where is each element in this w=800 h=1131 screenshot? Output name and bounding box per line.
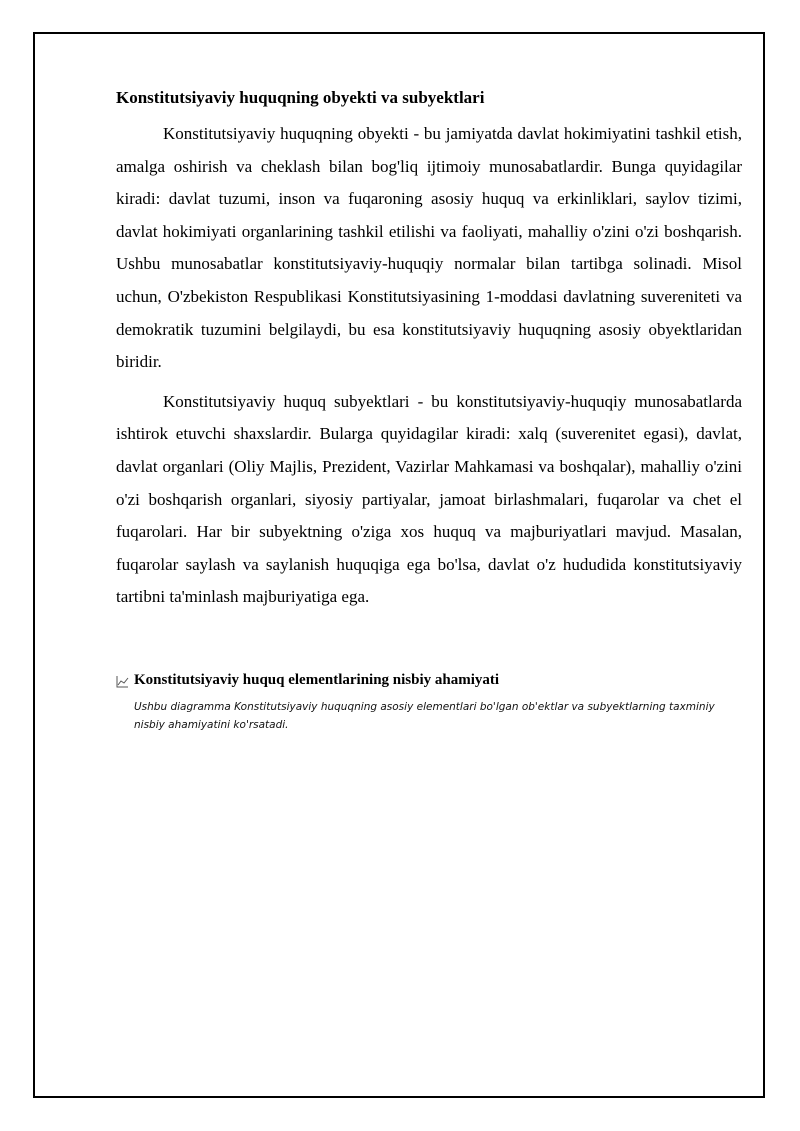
paragraph-objects: Konstitutsiyaviy huquqning obyekti - bu jamiyatda davlat hokimiyatini tashkil etish, amalga oshirish va cheklash bilan bog'liq ijtimoiy munosabatlardir. Bunga quyidagilar kiradi: davlat tuzumi, inson va fuqaroning asosiy huquq va erkinliklari, saylov tizimi, davlat hokimiyati organlarining tashkil etilishi va faoliyati, mahalliy o'zini o'zi boshqarish. Ushbu munosabatlar konstitutsiyaviy-huquqiy normalar bilan tartibga solinadi. Misol uchun, O'zbekiston Respublikasi Konstitutsiyasining 1-moddasi davlatning suvereniteti va demokratik tuzumini belgilaydi, bu esa konstitutsiyaviy huquqning asosiy obyektlaridan biridir.: [116, 124, 742, 372]
chart-line-icon: [116, 674, 129, 687]
section-heading: Konstitutsiyaviy huquqning obyekti va subyektlari: [116, 88, 485, 107]
chart-caption: Ushbu diagramma Konstitutsiyaviy huquqning asosiy elementlari bo'lgan ob'ektlar va subyektlarning taxminiy nisbiy ahamiyatini ko'rsatadi.: [134, 701, 715, 731]
chart-title-row: [116, 670, 746, 690]
document-body: [116, 86, 742, 621]
chart-section: [116, 670, 746, 734]
chart-title: Konstitutsiyaviy huquq elementlarining nisbiy ahamiyati: [134, 672, 500, 688]
paragraph-subjects: Konstitutsiyaviy huquq subyektlari - bu konstitutsiyaviy-huquqiy munosabatlarda ishtirok etuvchi shaxslardir. Bularga quyidagilar kiradi: xalq (suverenitet egasi), davlat, davlat organlari (Oliy Majlis, Prezident, Vazirlar Mahkamasi va boshqalar), mahalliy o'zini o'zi boshqarish organlari, siyosiy partiyalar, jamoat birlashmalari, fuqarolar va chet el fuqarolari. Har bir subyektning o'ziga xos huquq va majburiyatlari mavjud. Masalan, fuqarolar saylash va saylanish huquqiga ega bo'lsa, davlat o'z hududida konstitutsiyaviy tartibni ta'minlash majburiyatiga ega.: [116, 391, 742, 607]
